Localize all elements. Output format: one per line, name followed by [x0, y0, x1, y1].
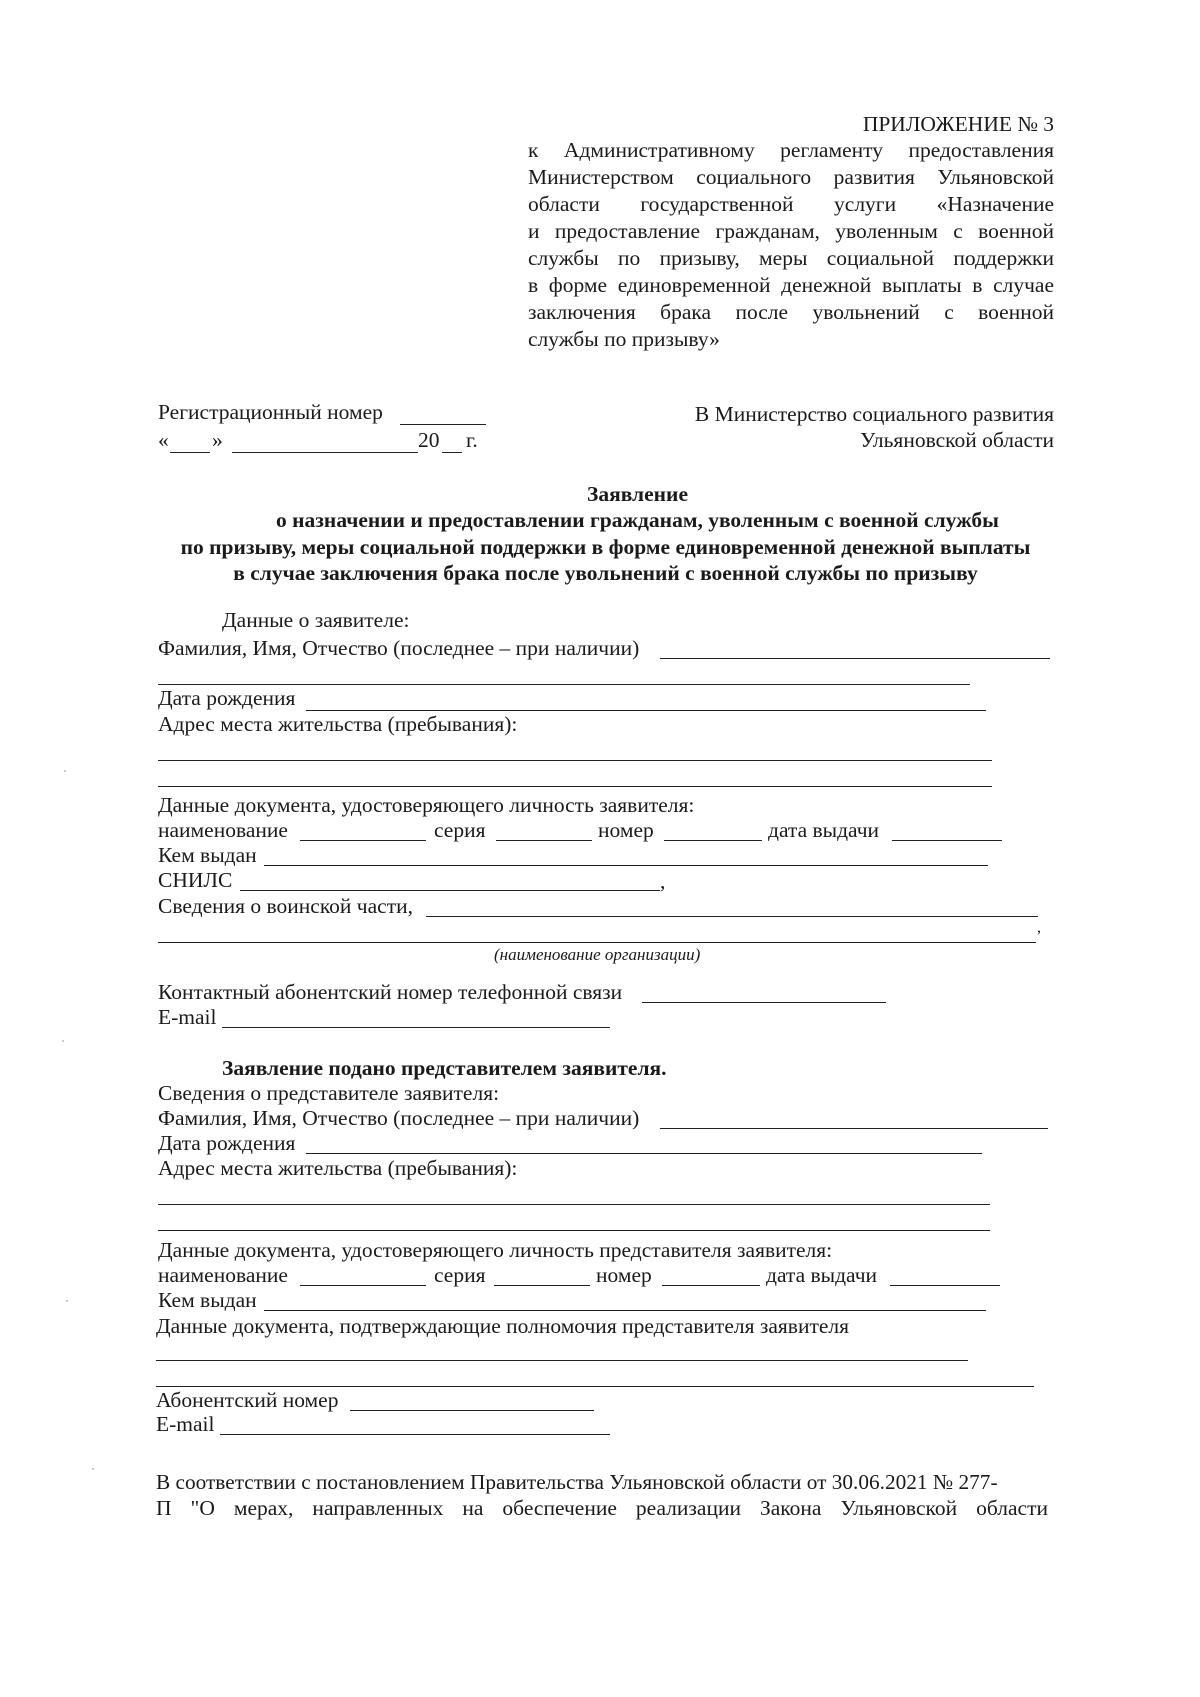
date-day-field[interactable] — [170, 452, 210, 453]
representative-doc-name-label: наименование — [158, 1263, 288, 1287]
representative-email-field[interactable] — [220, 1434, 610, 1435]
document-heading: Заявление — [587, 482, 688, 506]
applicant-fio-field-2[interactable] — [158, 684, 970, 685]
applicant-section-label: Данные о заявителе: — [222, 608, 410, 632]
date-year-prefix: 20 — [418, 428, 440, 452]
date-year-suffix: г. — [466, 428, 478, 452]
applicant-doc-name-field[interactable] — [300, 840, 426, 841]
applicant-birth-field[interactable] — [306, 710, 986, 711]
representative-phone-label: Абонентский номер — [156, 1388, 339, 1412]
scan-speck — [64, 770, 66, 772]
representative-doc-number-label: номер — [596, 1263, 652, 1287]
representative-fio-label: Фамилия, Имя, Отчество (последнее – при наличии) — [158, 1106, 640, 1130]
applicant-doc-series-label: серия — [434, 818, 486, 842]
footer-line1: В соответствии с постановлением Правительства Ульяновской области от 30.06.2021 № 277- — [156, 1470, 998, 1494]
date-month-field[interactable] — [232, 452, 418, 453]
representative-doc-number-field[interactable] — [662, 1285, 760, 1286]
applicant-doc-date-label: дата выдачи — [768, 818, 880, 842]
applicant-fio-label: Фамилия, Имя, Отчество (последнее – при наличии) — [158, 636, 640, 660]
applicant-email-label: E-mail — [158, 1005, 217, 1029]
document-title-line3: в случае заключения брака после увольнений с военной службы по призыву — [233, 561, 978, 585]
applicant-phone-field[interactable] — [642, 1002, 886, 1003]
representative-heading: Заявление подано представителем заявителя. — [222, 1056, 667, 1080]
representative-issued-by-label: Кем выдан — [158, 1288, 257, 1312]
representative-authority-label: Данные документа, подтверждающие полномочия представителя заявителя — [156, 1314, 850, 1338]
applicant-military-field-2[interactable] — [158, 942, 1036, 943]
representative-section-label: Сведения о представителе заявителя: — [158, 1081, 500, 1105]
applicant-issued-by-label: Кем выдан — [158, 843, 257, 867]
representative-phone-field[interactable] — [350, 1410, 594, 1411]
appendix-line: области государственной услуги «Назначение — [528, 192, 1054, 216]
representative-doc-date-label: дата выдачи — [766, 1263, 878, 1287]
applicant-fio-field[interactable] — [660, 658, 1050, 659]
applicant-address-label: Адрес места жительства (пребывания): — [158, 712, 518, 736]
applicant-snils-comma: , — [660, 869, 666, 893]
applicant-birth-label: Дата рождения — [158, 686, 296, 710]
applicant-military-field[interactable] — [426, 916, 1038, 917]
representative-doc-label: Данные документа, удостоверяющего личность представителя заявителя: — [158, 1238, 833, 1262]
applicant-military-end: , — [1037, 919, 1041, 936]
representative-address-field[interactable] — [158, 1204, 990, 1205]
reg-number-label: Регистрационный номер — [158, 400, 383, 424]
representative-fio-field[interactable] — [660, 1128, 1048, 1129]
applicant-snils-label: СНИЛС — [158, 868, 233, 892]
applicant-doc-label: Данные документа, удостоверяющего личность заявителя: — [158, 793, 695, 817]
representative-authority-field[interactable] — [156, 1360, 968, 1361]
appendix-line: службы по призыву» — [528, 327, 720, 351]
addressee-line2: Ульяновской области — [860, 428, 1054, 452]
reg-number-field[interactable] — [400, 424, 486, 425]
appendix-line: и предоставление гражданам, уволенным с военной — [528, 219, 1054, 243]
document-title-line2: по призыву, меры социальной поддержки в форме единовременной денежной выплаты — [180, 535, 1031, 559]
appendix-title: ПРИЛОЖЕНИЕ № 3 — [862, 112, 1054, 136]
appendix-line: службы по призыву, меры социальной поддержки — [528, 246, 1054, 270]
appendix-line: Министерством социального развития Ульяновской — [528, 165, 1054, 189]
representative-doc-date-field[interactable] — [890, 1285, 1000, 1286]
applicant-doc-series-field[interactable] — [496, 840, 592, 841]
representative-issued-by-field[interactable] — [264, 1310, 986, 1311]
date-open-quote: « — [158, 428, 169, 452]
representative-birth-field[interactable] — [306, 1153, 982, 1154]
applicant-email-field[interactable] — [222, 1027, 610, 1028]
applicant-military-label: Сведения о воинской части, — [158, 894, 413, 918]
applicant-doc-name-label: наименование — [158, 818, 288, 842]
document-title-line1: о назначении и предоставлении гражданам, уволенным с военной службы — [276, 508, 999, 532]
representative-email-label: E-mail — [156, 1412, 215, 1436]
applicant-doc-number-field[interactable] — [664, 840, 762, 841]
date-year-field[interactable] — [442, 452, 462, 453]
representative-birth-label: Дата рождения — [158, 1131, 296, 1155]
appendix-line: в форме единовременной денежной выплаты в случае — [528, 273, 1054, 297]
applicant-doc-date-field[interactable] — [892, 840, 1002, 841]
addressee-line1: В Министерство социального развития — [694, 402, 1054, 426]
representative-authority-field-2[interactable] — [156, 1386, 1034, 1387]
scan-speck — [92, 1468, 94, 1470]
appendix-line: заключения брака после увольнений с военной — [528, 300, 1054, 324]
applicant-address-field[interactable] — [158, 760, 992, 761]
scan-speck — [66, 1300, 68, 1302]
representative-doc-name-field[interactable] — [300, 1285, 426, 1286]
footer-line2: П "О мерах, направленных на обеспечение реализации Закона Ульяновской области — [156, 1496, 1048, 1520]
date-close-quote: » — [212, 428, 223, 452]
applicant-doc-number-label: номер — [598, 818, 654, 842]
appendix-line: к Административному регламенту предоставления — [528, 138, 1054, 162]
representative-doc-series-label: серия — [434, 1263, 486, 1287]
appendix-text — [528, 137, 1054, 353]
applicant-snils-field[interactable] — [240, 890, 660, 891]
applicant-org-hint: (наименование организации) — [494, 945, 701, 964]
applicant-issued-by-field[interactable] — [264, 865, 988, 866]
applicant-phone-label: Контактный абонентский номер телефонной связи — [158, 980, 623, 1004]
representative-doc-series-field[interactable] — [494, 1285, 590, 1286]
applicant-address-field-2[interactable] — [158, 786, 992, 787]
representative-address-label: Адрес места жительства (пребывания): — [158, 1156, 518, 1180]
representative-address-field-2[interactable] — [158, 1230, 990, 1231]
scan-speck — [62, 1040, 64, 1042]
